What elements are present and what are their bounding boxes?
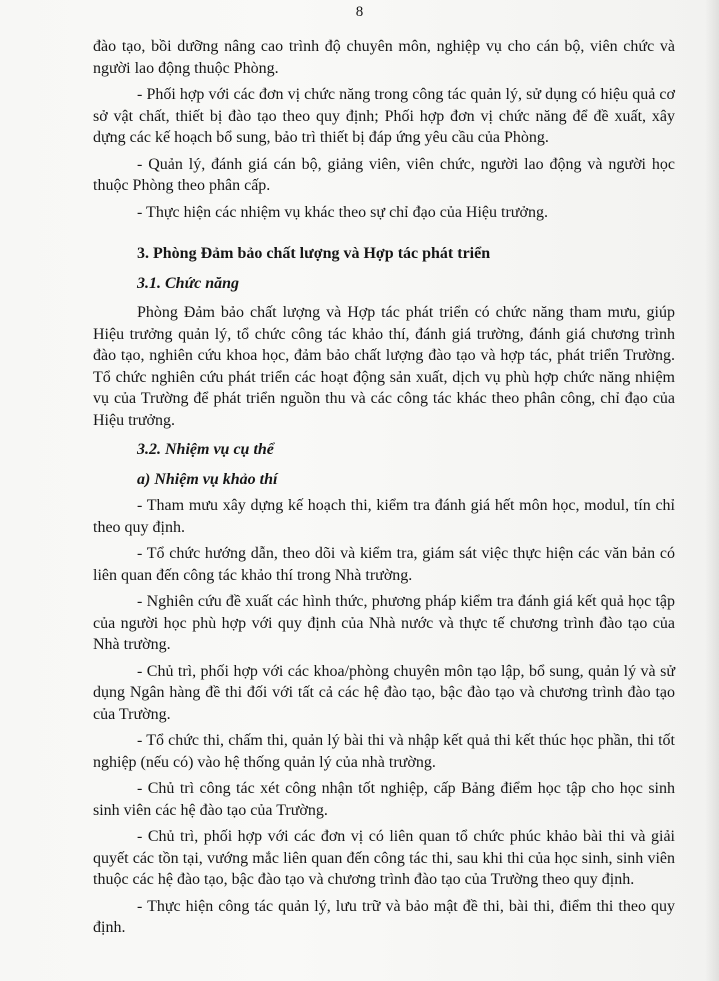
page-number: 8 [355,4,364,20]
list-item: - Nghiên cứu đề xuất các hình thức, phương pháp kiểm tra đánh giá kết quả học tập của người học phù hợp với quy định của Nhà nước và thực tế chương trình đào tạo của Nhà trường. [93,593,675,653]
list-item: - Tham mưu xây dựng kế hoạch thi, kiểm tra đánh giá hết môn học, modul, tín chỉ theo quy định. [93,497,675,536]
list-item: - Chủ trì, phối hợp với các đơn vị có liên quan tổ chức phúc khảo bài thi và giải quyết các tồn tại, vướng mắc liên quan đến công tác thi, sau khi thi của học sinh, sinh viên thuộc các hệ đào tạo, bậc đào tạo và chương trình đào tạo của Trường theo quy định. [93,828,675,888]
list-item: - Tổ chức hướng dẫn, theo dõi và kiểm tra, giám sát việc thực hiện các văn bản có liên quan đến công tác khảo thí trong Nhà trường. [93,545,675,584]
paragraph-staff-management: - Quản lý, đánh giá cán bộ, giảng viên, viên chức, người lao động và người học thuộc Phòng theo phân cấp. [93,155,675,194]
subsection-heading-function: 3.1. Chức năng [137,274,240,292]
paragraph-other-tasks: - Thực hiện các nhiệm vụ khác theo sự chỉ đạo của Hiệu trưởng. [137,203,548,221]
paragraph-coordination-facilities: - Phối hợp với các đơn vị chức năng trong công tác quản lý, sử dụng có hiệu quả cơ sở vật chất, thiết bị đào tạo theo quy định; Phối hợp đơn vị chức năng để đề xuất, xây dựng các kế hoạch bổ sung, bảo trì thiết bị đáp ứng yêu cầu của Phòng. [93,86,675,146]
list-item: - Chủ trì, phối hợp với các khoa/phòng chuyên môn tạo lập, bổ sung, quản lý và sử dụng Ngân hàng đề thi đối với tất cả các hệ đào tạo, bậc đào tạo và chương trình đào tạo của Trường. [93,662,675,723]
paragraph-function-description: Phòng Đảm bảo chất lượng và Hợp tác phát triển có chức năng tham mưu, giúp Hiệu trưởng quản lý, tổ chức công tác khảo thí, đánh giá trường, đánh giá chương trình đào tạo, nghiên cứu khoa học, đảm bảo chất lượng đào tạo và hợp tác, phát triển Trường. Tổ chức nghiên cứu phát triển các hoạt động sản xuất, dịch vụ phù hợp chức năng nhiệm vụ của Trường để phát triển nguồn thu và các công tác khác theo phân công, chỉ đạo của Hiệu trưởng. [93,304,675,429]
scan-shadow-edge [705,0,719,981]
paragraph-continuation: đào tạo, bồi dưỡng nâng cao trình độ chuyên môn, nghiệp vụ cho cán bộ, viên chức và người lao động thuộc Phòng. [93,38,675,77]
section-heading: 3. Phòng Đảm bảo chất lượng và Hợp tác phát triển [137,245,491,262]
list-item: - Tổ chức thi, chấm thi, quản lý bài thi và nhập kết quả thi kết thúc học phần, thi tốt nghiệp (nếu có) vào hệ thống quản lý của nhà trường. [93,732,675,771]
subsection-heading-tasks: 3.2. Nhiệm vụ cụ thể [137,441,274,458]
list-item: - Chủ trì công tác xét công nhận tốt nghiệp, cấp Bảng điểm học tập cho học sinh sinh viên các hệ đào tạo của Trường. [93,780,675,819]
list-item: - Thực hiện công tác quản lý, lưu trữ và bảo mật đề thi, bài thi, điểm thi theo quy định. [93,897,675,936]
subsection-heading-exam-tasks: a) Nhiệm vụ khảo thí [137,470,278,488]
document-body [93,36,675,939]
